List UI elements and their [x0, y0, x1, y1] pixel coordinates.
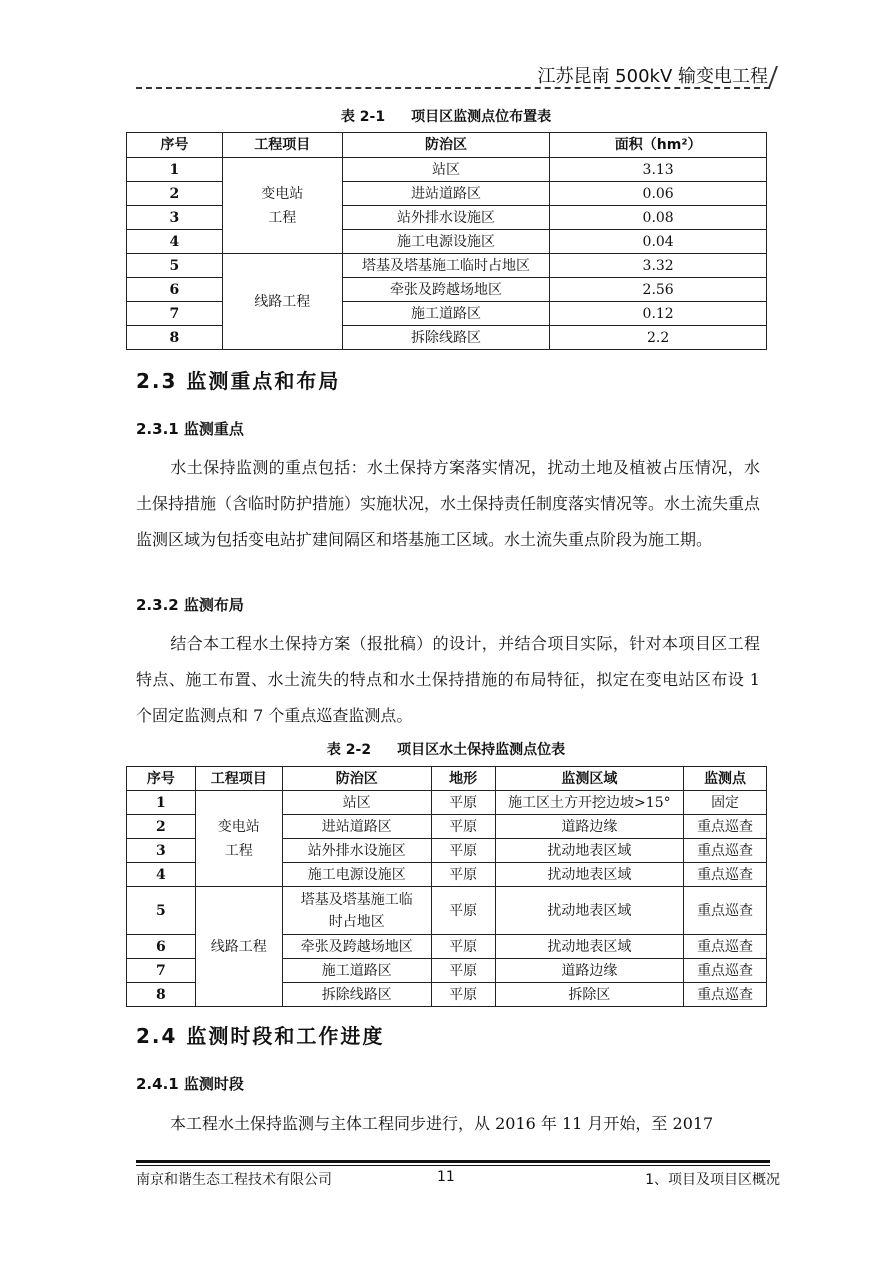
area-cell: 0.06: [550, 182, 767, 206]
group-cell: 线路工程: [195, 887, 282, 1007]
paragraph-text: 结合本工程水土保持方案（报批稿）的设计，并结合项目实际，针对本项目区工程特点、施工布置、水土流失的特点和水土保持措施的布局特征，拟定在变电站区布设 1 个固定监测点和 7 个重点巡查监测点。: [136, 634, 760, 725]
row-number: 8: [127, 326, 223, 350]
subsection-heading: 2.3.2 监测布局: [136, 596, 244, 614]
row-number: 2: [127, 815, 196, 839]
zone-cell: 站外排水设施区: [282, 839, 431, 863]
table-header-row: [127, 133, 767, 158]
terrain-cell: 平原: [431, 839, 495, 863]
zone-cell: 站区: [282, 791, 431, 815]
region-cell: 扰动地表区域: [495, 887, 684, 935]
table-row: [127, 791, 767, 815]
terrain-cell: 平原: [431, 935, 495, 959]
region-cell: 扰动地表区域: [495, 839, 684, 863]
terrain-cell: 平原: [431, 815, 495, 839]
region-cell: 道路边缘: [495, 959, 684, 983]
zone-cell: 施工道路区: [342, 302, 550, 326]
area-cell: 0.08: [550, 206, 767, 230]
row-number: 3: [127, 839, 196, 863]
table2-number: 表 2-2: [326, 742, 372, 758]
row-number: 2: [127, 182, 223, 206]
table-header-row: [127, 767, 767, 791]
footer-chapter: 1、项目及项目区概况: [645, 1172, 780, 1188]
row-number: 3: [127, 206, 223, 230]
group-label: 变电站工程: [217, 818, 260, 859]
paragraph: [136, 1106, 760, 1142]
table-row: [127, 158, 767, 182]
zone-cell: 牵张及跨越场地区: [342, 278, 550, 302]
table-2-2: [126, 766, 767, 1007]
row-number: 7: [127, 302, 223, 326]
subsection-heading: 2.4.1 监测时段: [136, 1075, 244, 1093]
column-header: 工程项目: [195, 767, 282, 791]
group-cell: [222, 158, 342, 254]
zone-cell: 站区: [342, 158, 550, 182]
zone-cell: 施工道路区: [282, 959, 431, 983]
column-header: 工程项目: [222, 133, 342, 158]
paragraph: [136, 626, 760, 734]
zone-cell: 进站道路区: [342, 182, 550, 206]
row-number: 6: [127, 278, 223, 302]
region-cell: 扰动地表区域: [495, 935, 684, 959]
zone-cell: 站外排水设施区: [342, 206, 550, 230]
terrain-cell: 平原: [431, 791, 495, 815]
row-number: 1: [127, 158, 223, 182]
region-cell: 拆除区: [495, 983, 684, 1007]
table2-title: 项目区水土保持监测点位表: [397, 742, 566, 758]
area-cell: 0.12: [550, 302, 767, 326]
point-cell: 重点巡查: [684, 839, 767, 863]
row-number: 6: [127, 935, 196, 959]
area-cell: 0.04: [550, 230, 767, 254]
page-number: 11: [437, 1169, 455, 1185]
area-cell: 3.32: [550, 254, 767, 278]
zone-cell: 进站道路区: [282, 815, 431, 839]
point-cell: 重点巡查: [684, 815, 767, 839]
region-cell: 扰动地表区域: [495, 863, 684, 887]
paragraph: [136, 450, 760, 558]
row-number: 4: [127, 230, 223, 254]
column-header: 地形: [431, 767, 495, 791]
column-header: 防治区: [342, 133, 550, 158]
area-cell: 2.2: [550, 326, 767, 350]
terrain-cell: 平原: [431, 863, 495, 887]
row-number: 7: [127, 959, 196, 983]
footer-company: 南京和谐生态工程技术有限公司: [136, 1172, 332, 1188]
zone-cell: 施工电源设施区: [282, 863, 431, 887]
footer-rule-thick: [136, 1160, 770, 1163]
terrain-cell: 平原: [431, 887, 495, 935]
zone-cell: 拆除线路区: [282, 983, 431, 1007]
group-label: 变电站工程: [261, 185, 304, 226]
area-cell: 3.13: [550, 158, 767, 182]
column-header: 监测点: [684, 767, 767, 791]
column-header: 序号: [127, 767, 196, 791]
point-cell: 固定: [684, 791, 767, 815]
row-number: 5: [127, 887, 196, 935]
point-cell: 重点巡查: [684, 935, 767, 959]
table1-number: 表 2-1: [340, 109, 386, 125]
footer-rule-thin: [136, 1165, 770, 1166]
paragraph-text: 水土保持监测的重点包括：水土保持方案落实情况，扰动土地及植被占压情况，水土保持措施（含临时防护措施）实施状况，水土保持责任制度落实情况等。水土流失重点监测区域为包括变电站扩建间隔区和塔基施工区域。水土流失重点阶段为施工期。: [136, 458, 761, 549]
row-number: 4: [127, 863, 196, 887]
table2-caption: [0, 739, 892, 759]
table-row: [127, 254, 767, 278]
column-header: 监测区域: [495, 767, 684, 791]
column-header: 序号: [127, 133, 223, 158]
column-header: 防治区: [282, 767, 431, 791]
zone-label: 塔基及塔基施工临时占地区: [300, 891, 413, 930]
area-cell: 2.56: [550, 278, 767, 302]
running-header-title: 江苏昆南 500kV 输变电工程: [537, 66, 768, 87]
point-cell: 重点巡查: [684, 959, 767, 983]
terrain-cell: 平原: [431, 983, 495, 1007]
point-cell: 重点巡查: [684, 863, 767, 887]
column-header: 面积（hm²）: [550, 133, 767, 158]
paragraph-text: 本工程水土保持监测与主体工程同步进行，从 2016 年 11 月开始，至 2017: [170, 1114, 714, 1133]
header-rule: [136, 87, 770, 89]
table1-title: 项目区监测点位布置表: [411, 109, 552, 125]
group-cell: 线路工程: [222, 254, 342, 350]
zone-cell: [282, 887, 431, 935]
point-cell: 重点巡查: [684, 887, 767, 935]
row-number: 1: [127, 791, 196, 815]
zone-cell: 塔基及塔基施工临时占地区: [342, 254, 550, 278]
table-row: [127, 887, 767, 935]
region-cell: 施工区土方开挖边坡>15°: [495, 791, 684, 815]
region-cell: 道路边缘: [495, 815, 684, 839]
row-number: 8: [127, 983, 196, 1007]
zone-cell: 牵张及跨越场地区: [282, 935, 431, 959]
subsection-heading: 2.3.1 监测重点: [136, 420, 244, 438]
section-heading: 2.4 监测时段和工作进度: [136, 1024, 385, 1048]
group-cell: [195, 791, 282, 887]
terrain-cell: 平原: [431, 959, 495, 983]
zone-cell: 施工电源设施区: [342, 230, 550, 254]
table-2-1: [126, 132, 767, 350]
row-number: 5: [127, 254, 223, 278]
table1-caption: [0, 106, 892, 126]
zone-cell: 拆除线路区: [342, 326, 550, 350]
section-heading: 2.3 监测重点和布局: [136, 369, 341, 393]
point-cell: 重点巡查: [684, 983, 767, 1007]
